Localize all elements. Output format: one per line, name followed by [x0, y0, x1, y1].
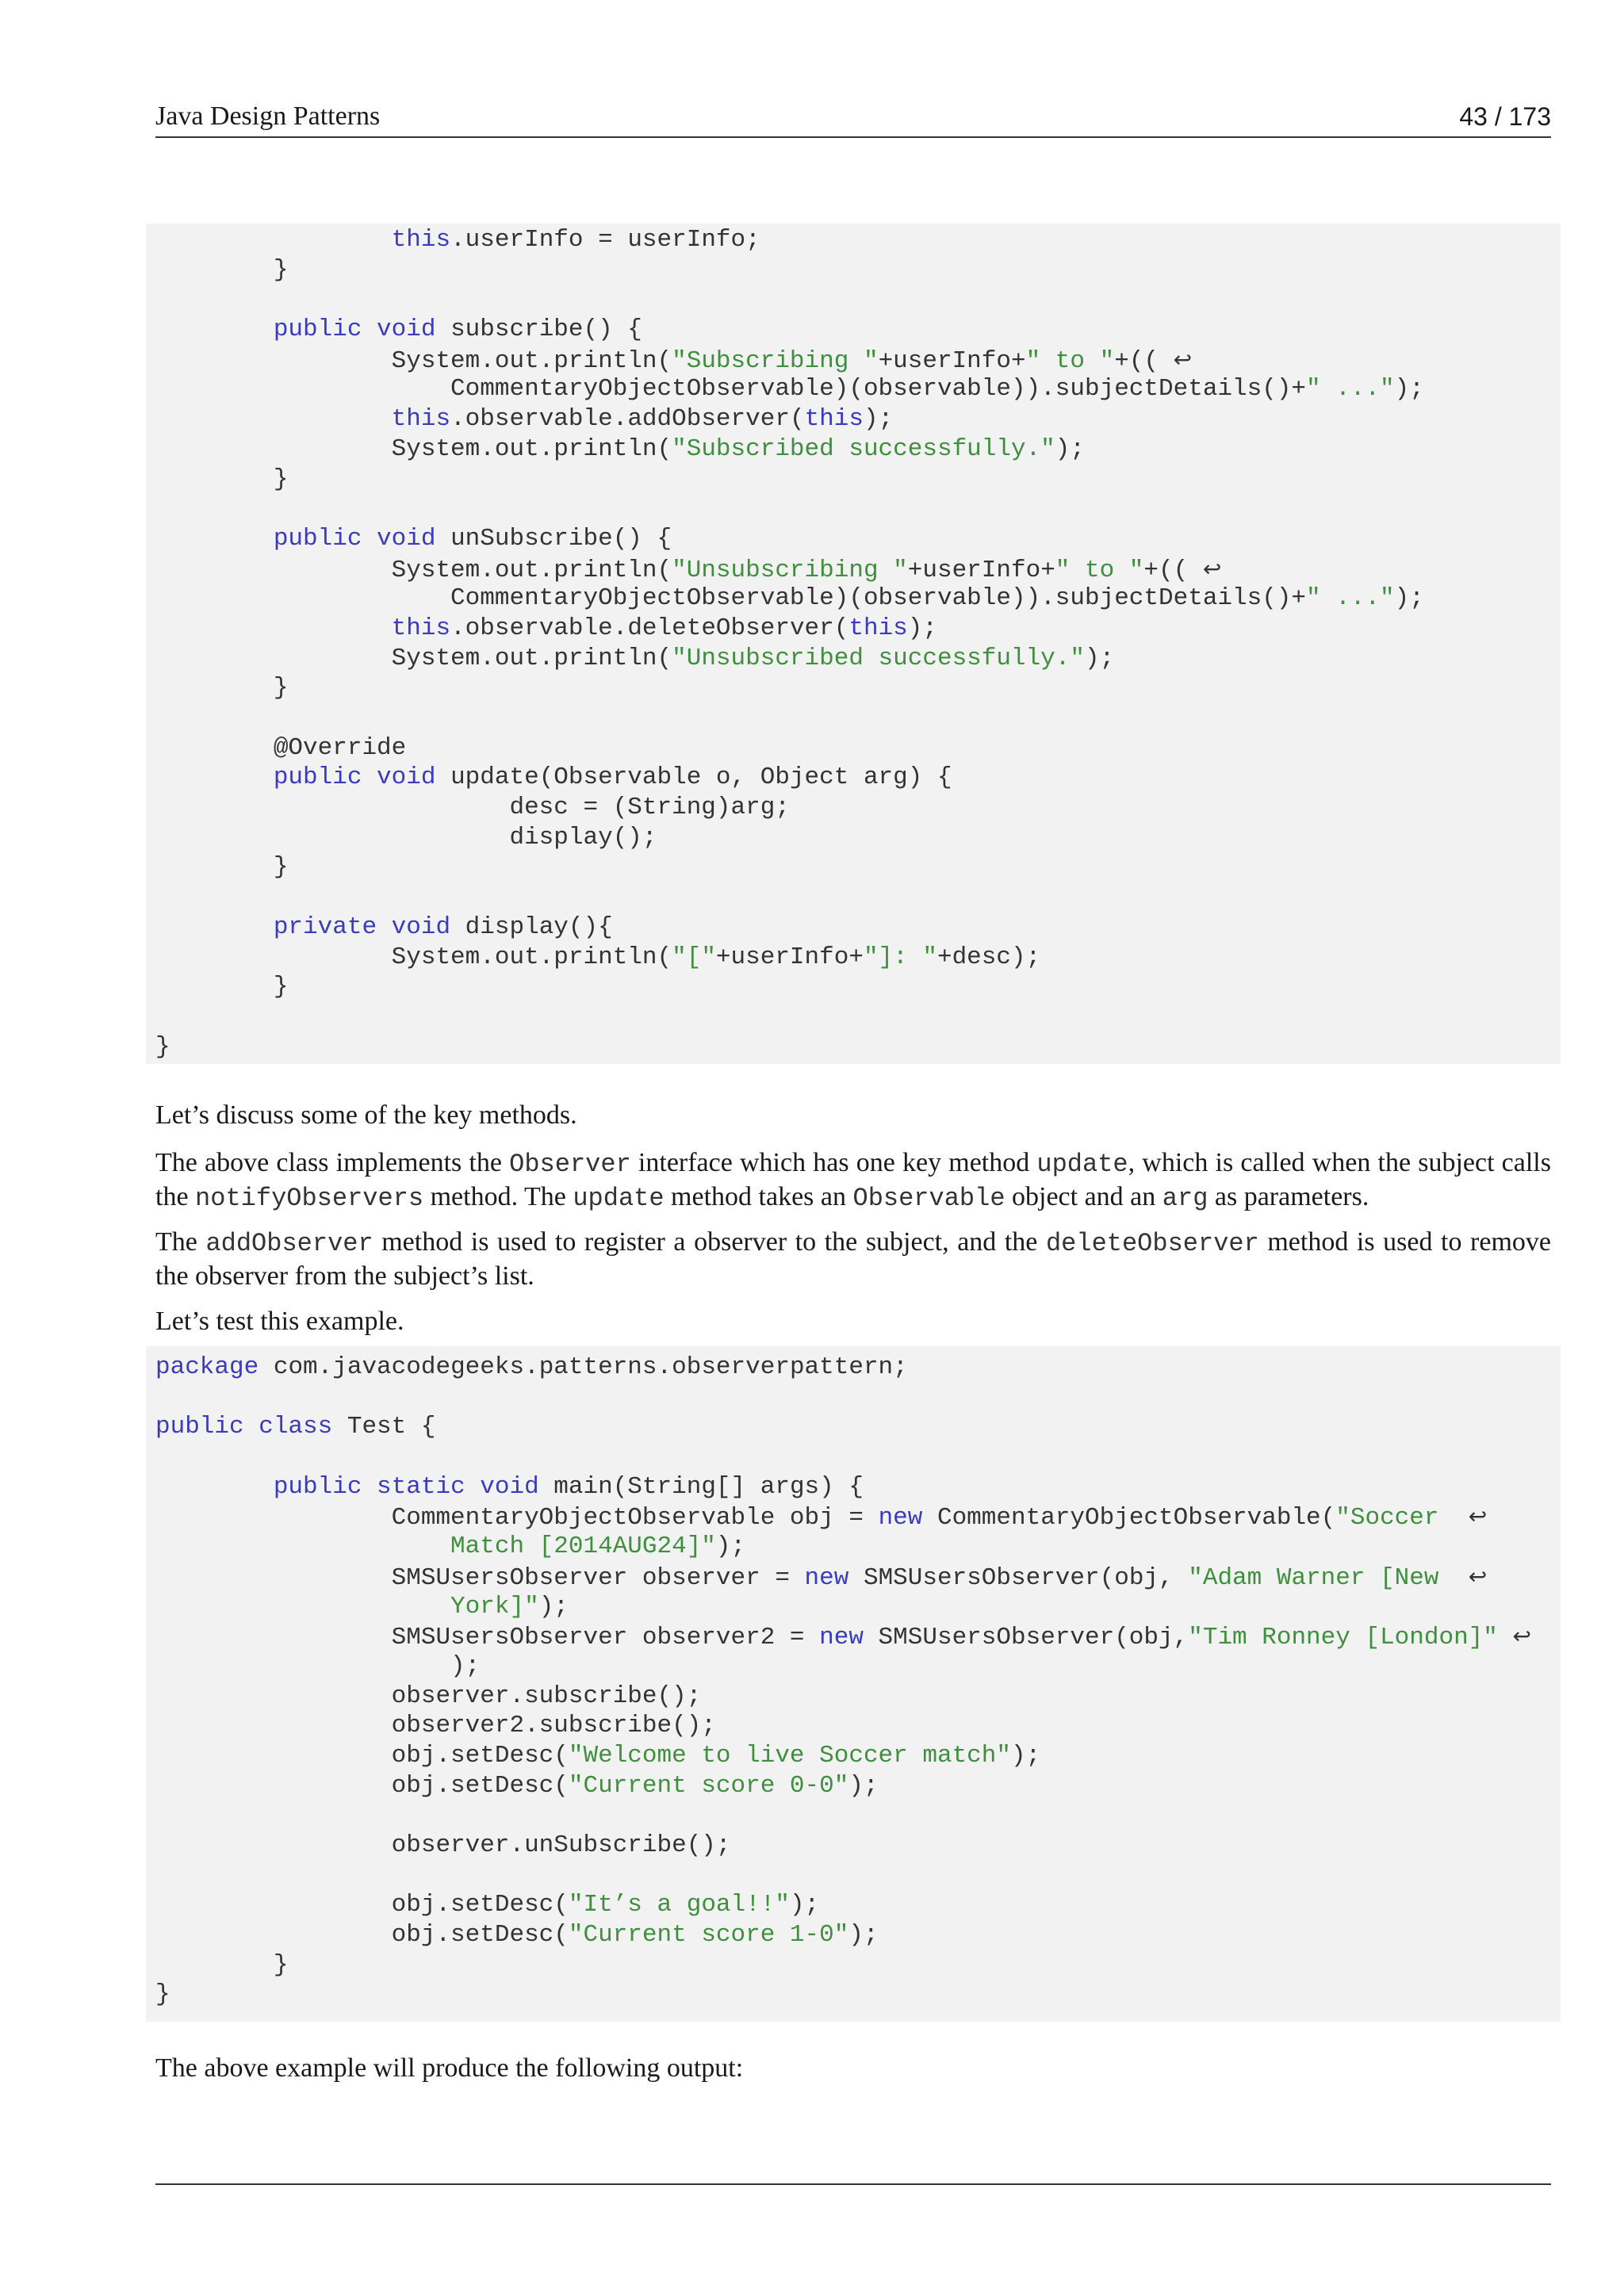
code-text: );	[1394, 584, 1424, 613]
code-text: +desc);	[936, 943, 1041, 971]
code-text: display();	[155, 823, 657, 851]
code-line	[155, 374, 1561, 404]
code-line	[155, 733, 1561, 763]
code-string: "Tim Ronney [London]"	[1188, 1624, 1513, 1652]
code-text: update(Observable o, Object arg) {	[435, 763, 952, 792]
code-keyword: this	[848, 614, 908, 642]
code-text: .userInfo = userInfo;	[450, 226, 760, 254]
code-text: Test {	[332, 1413, 436, 1441]
code-line	[155, 524, 1561, 554]
code-keyword: this	[391, 614, 451, 642]
code-text: }	[155, 1980, 170, 2009]
code-line	[155, 404, 1561, 434]
code-line	[155, 823, 1561, 853]
code-text: );	[1085, 644, 1115, 672]
text-span: method takes an	[664, 1182, 853, 1211]
code-line	[155, 1592, 1561, 1622]
code-text: SMSUsersObserver observer2 =	[155, 1624, 820, 1652]
code-string: "Welcome to live Soccer match"	[568, 1741, 1011, 1770]
code-line	[155, 1980, 1561, 2010]
code-text: );	[848, 1771, 879, 1800]
paragraph-add-delete-observer	[155, 1226, 1551, 1292]
code-text: obj.setDesc(	[155, 1771, 569, 1800]
code-line	[155, 1032, 1561, 1062]
code-text	[155, 226, 392, 254]
code-text: }	[155, 674, 289, 702]
code-line	[155, 943, 1561, 973]
code-line	[155, 1682, 1561, 1712]
code-keyword: new	[878, 1504, 923, 1533]
code-text: );	[863, 405, 894, 434]
code-string: York]"	[155, 1592, 539, 1621]
paragraph-test-example: Let’s test this example.	[155, 1307, 404, 1336]
code-string: "Unsubscribing "	[672, 556, 908, 584]
code-string: " to "	[1055, 556, 1144, 584]
code-line	[155, 345, 1561, 375]
code-string: " ..."	[1306, 375, 1395, 404]
code-line	[155, 1472, 1561, 1502]
paragraph-observer-interface	[155, 1146, 1551, 1215]
paragraph-key-methods: Let’s discuss some of the key methods.	[155, 1100, 577, 1130]
code-line	[155, 1353, 1561, 1383]
code-inline: update	[1036, 1150, 1128, 1179]
code-inline: Observable	[852, 1184, 1005, 1213]
code-line	[155, 793, 1561, 823]
code-string: "It’s a goal!!"	[568, 1891, 790, 1919]
line-continuation-icon: ↩	[1202, 555, 1222, 582]
text-span: The above class implements the	[155, 1148, 510, 1177]
code-keyword: this	[804, 405, 864, 434]
code-string: "["	[672, 943, 716, 971]
code-text: SMSUsersObserver(obj,	[863, 1624, 1189, 1652]
code-line	[155, 673, 1561, 703]
code-text: }	[155, 255, 289, 284]
code-text: observer.subscribe();	[155, 1682, 702, 1710]
code-keyword: new	[804, 1563, 849, 1592]
code-text: );	[155, 1651, 481, 1680]
code-text: unSubscribe() {	[435, 524, 672, 553]
page-number: 43 / 173	[1459, 102, 1551, 131]
code-text: SMSUsersObserver(obj,	[848, 1563, 1189, 1592]
code-text: +((	[1143, 556, 1203, 584]
code-text	[155, 525, 274, 553]
code-line	[155, 972, 1561, 1002]
code-text: }	[155, 1950, 289, 1979]
code-text: main(String[] args) {	[538, 1472, 864, 1501]
code-text: SMSUsersObserver observer =	[155, 1563, 805, 1592]
code-keyword: public void	[273, 316, 436, 344]
code-string: "Subscribing "	[672, 346, 879, 375]
code-text	[155, 316, 274, 343]
code-text	[155, 913, 274, 941]
code-keyword: public void	[273, 763, 436, 792]
line-continuation-icon: ↩	[1173, 346, 1193, 373]
code-text: observer.unSubscribe();	[155, 1831, 731, 1859]
code-text: );	[1010, 1741, 1041, 1770]
code-line	[155, 763, 1561, 793]
code-line	[155, 852, 1561, 882]
code-line	[155, 1532, 1561, 1562]
code-line	[155, 554, 1561, 584]
code-text: );	[907, 614, 938, 642]
code-inline: notifyObservers	[195, 1184, 424, 1213]
code-text: );	[848, 1921, 879, 1950]
code-line	[155, 1651, 1561, 1682]
code-line	[155, 494, 1561, 524]
code-line	[155, 644, 1561, 674]
code-text: CommentaryObjectObservable obj =	[155, 1504, 879, 1533]
code-line	[155, 1920, 1561, 1950]
code-keyword: this	[391, 405, 451, 434]
code-line	[155, 1800, 1561, 1831]
code-keyword: package	[155, 1353, 259, 1381]
document-title: Java Design Patterns	[155, 101, 381, 131]
code-text: System.out.println(	[155, 943, 672, 971]
code-text: }	[155, 973, 289, 1001]
code-text: CommentaryObjectObservable)(observable)).subjectDetails()+	[155, 584, 1307, 613]
code-text: System.out.println(	[155, 434, 672, 463]
code-line	[155, 285, 1561, 315]
code-line	[155, 1741, 1561, 1771]
code-text: +((	[1114, 346, 1174, 375]
code-text: }	[155, 1032, 170, 1061]
text-span: object and an	[1005, 1182, 1162, 1211]
code-string: "Soccer	[1335, 1504, 1469, 1533]
code-text	[155, 763, 274, 791]
code-string: " to "	[1025, 346, 1115, 375]
code-text: CommentaryObjectObservable)(observable)).subjectDetails()+	[155, 375, 1307, 404]
code-inline: deleteObserver	[1045, 1229, 1259, 1258]
code-line	[155, 1442, 1561, 1472]
code-text: +userInfo+	[715, 943, 864, 971]
line-continuation-icon: ↩	[1468, 1503, 1488, 1530]
code-text: desc = (String)arg;	[155, 794, 790, 822]
code-text: .observable.addObserver(	[450, 405, 805, 434]
code-string: "Current score 1-0"	[568, 1921, 849, 1950]
code-text: System.out.println(	[155, 644, 672, 672]
line-continuation-icon: ↩	[1468, 1563, 1488, 1590]
code-line	[155, 1412, 1561, 1442]
code-inline: update	[573, 1184, 665, 1213]
paragraph-output-intro: The above example will produce the following output:	[155, 2053, 744, 2083]
code-string: "Subscribed successfully."	[672, 434, 1055, 463]
text-span: interface which has one key method	[630, 1148, 1037, 1177]
code-text: }	[155, 853, 289, 882]
code-text	[155, 614, 392, 642]
code-line	[155, 434, 1561, 465]
code-line	[155, 1771, 1561, 1801]
code-line	[155, 882, 1561, 913]
code-text: }	[155, 465, 289, 493]
code-inline: addObserver	[205, 1229, 373, 1258]
code-keyword: new	[819, 1624, 864, 1652]
code-line	[155, 1890, 1561, 1920]
code-keyword: public static void	[273, 1472, 539, 1501]
code-keyword: public void	[273, 524, 436, 553]
code-text: System.out.println(	[155, 346, 672, 375]
code-line	[155, 1831, 1561, 1861]
code-text: observer2.subscribe();	[155, 1712, 716, 1740]
code-keyword: public class	[155, 1413, 333, 1441]
code-line	[155, 1502, 1561, 1532]
code-block-test-class	[146, 1346, 1561, 2022]
line-continuation-icon: ↩	[1512, 1623, 1531, 1650]
text-span: method is used to remove the observer from the subject’s list.	[155, 1227, 1551, 1291]
code-text: );	[538, 1592, 569, 1621]
code-text: com.javacodegeeks.patterns.observerpattern;	[259, 1353, 908, 1381]
code-line	[155, 1562, 1561, 1592]
footer-rule	[155, 2183, 1551, 2185]
code-text: System.out.println(	[155, 556, 672, 584]
text-span: method. The	[423, 1182, 573, 1211]
code-string: "Adam Warner [New	[1188, 1563, 1469, 1592]
code-text: obj.setDesc(	[155, 1891, 569, 1919]
code-keyword: private void	[273, 913, 451, 941]
code-text: obj.setDesc(	[155, 1921, 569, 1950]
code-text	[155, 405, 392, 433]
code-text: obj.setDesc(	[155, 1741, 569, 1770]
code-string: "Current score 0-0"	[568, 1771, 849, 1800]
code-line	[155, 1383, 1561, 1413]
code-inline: arg	[1162, 1184, 1208, 1213]
page-header	[155, 98, 1551, 138]
code-text: );	[789, 1891, 820, 1919]
code-line	[155, 614, 1561, 644]
code-text: @Override	[155, 733, 407, 762]
code-text: display(){	[450, 913, 613, 941]
text-span: The	[155, 1227, 206, 1257]
code-text: .observable.deleteObserver(	[450, 614, 849, 642]
code-text: CommentaryObjectObservable(	[922, 1504, 1336, 1533]
code-text: );	[1055, 434, 1086, 463]
code-line	[155, 225, 1561, 255]
code-string: Match [2014AUG24]"	[155, 1533, 716, 1561]
code-string: " ..."	[1306, 584, 1395, 613]
code-text: +userInfo+	[907, 556, 1055, 584]
code-text: );	[715, 1533, 746, 1561]
code-line	[155, 1861, 1561, 1891]
code-text: +userInfo+	[878, 346, 1026, 375]
code-text: subscribe() {	[435, 316, 642, 344]
code-line	[155, 315, 1561, 345]
code-line	[155, 1950, 1561, 1980]
code-text: );	[1394, 375, 1424, 404]
code-line	[155, 1621, 1561, 1651]
code-inline: Observer	[509, 1150, 631, 1179]
code-line	[155, 1002, 1561, 1032]
code-string: "Unsubscribed successfully."	[672, 644, 1085, 672]
code-text	[155, 1473, 274, 1501]
code-block-observer-class	[146, 224, 1561, 1064]
code-keyword: this	[391, 226, 451, 254]
code-line	[155, 465, 1561, 495]
code-line	[155, 255, 1561, 285]
code-line	[155, 913, 1561, 943]
code-line	[155, 584, 1561, 614]
code-line	[155, 1711, 1561, 1741]
code-line	[155, 703, 1561, 733]
code-string: "]: "	[863, 943, 937, 971]
text-span: method is used to register a observer to the subject, and the	[373, 1227, 1046, 1257]
text-span: , which is called when the subject calls the	[155, 1148, 1551, 1211]
text-span: as parameters.	[1208, 1182, 1369, 1211]
